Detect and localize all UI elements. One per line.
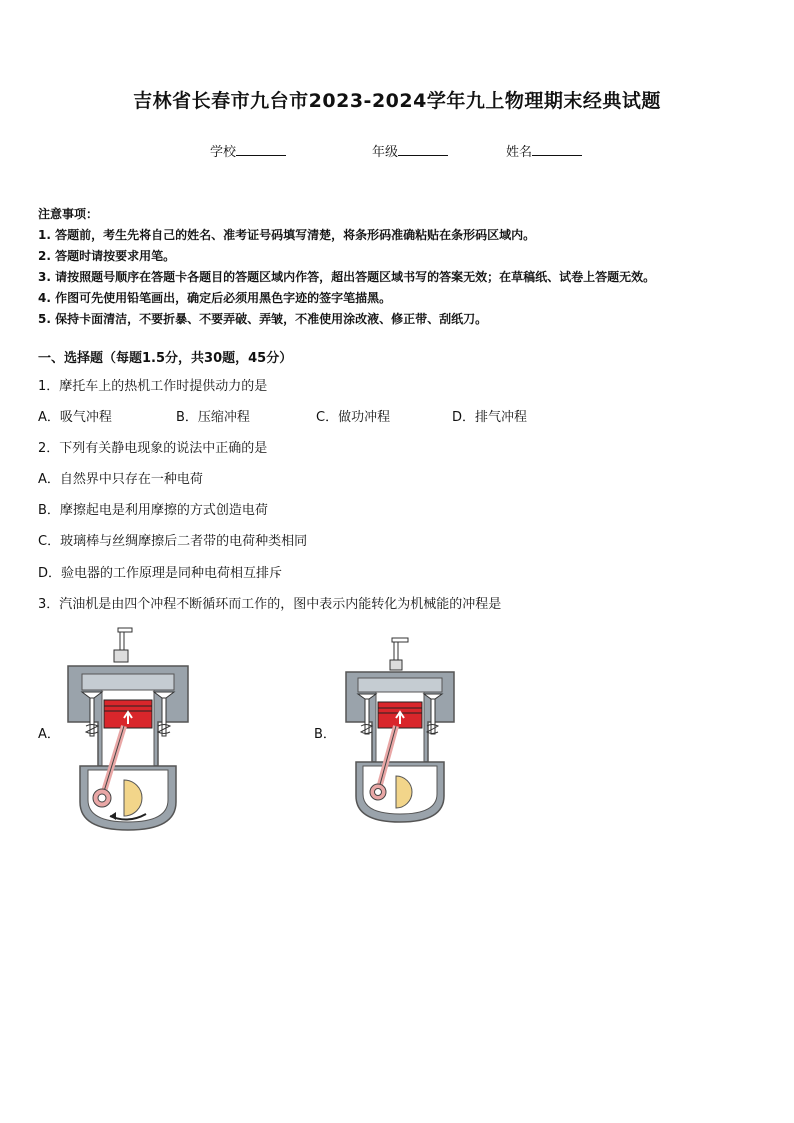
q2-option-c[interactable]: C．玻璃棒与丝绸摩擦后二者带的电荷种类相同	[38, 534, 308, 549]
q3-option-a[interactable]: A．	[38, 727, 60, 742]
grade-field	[372, 141, 448, 160]
question-2-stem: 2．下列有关静电现象的说法中正确的是	[38, 441, 268, 456]
question-3-stem: 3．汽油机是由四个冲程不断循环而工作的，图中表示内能转化为机械能的冲程是	[38, 597, 502, 612]
grade-label: 年级	[372, 145, 399, 160]
note-item: 5. 保持卡面清洁，不要折暴、不要弄破、弄皱，不准使用涂改液、修正带、刮纸刀。	[38, 312, 488, 326]
engine-diagram-a	[62, 626, 194, 832]
q1-option-c[interactable]: C．做功冲程	[316, 410, 391, 425]
q3-option-b[interactable]: B．	[314, 727, 336, 742]
q2-option-b[interactable]: B．摩擦起电是利用摩擦的方式创造电荷	[38, 503, 268, 518]
q1-option-d[interactable]: D．排气冲程	[452, 410, 528, 425]
page-title: 吉林省长春市九台市2023-2024学年九上物理期末经典试题	[133, 90, 661, 112]
notes-heading: 注意事项：	[38, 207, 99, 221]
school-field	[210, 141, 286, 160]
q1-option-a[interactable]: A．吸气冲程	[38, 410, 112, 425]
question-1-stem: 1．摩托车上的热机工作时提供动力的是	[38, 379, 268, 394]
note-item: 1. 答题前，考生先将自己的姓名、准考证号码填写清楚，将条形码准确粘贴在条形码区域内。	[38, 228, 536, 242]
school-blank[interactable]	[236, 143, 286, 156]
q2-option-a[interactable]: A．自然界中只存在一种电荷	[38, 472, 203, 487]
engine-diagram-b	[340, 636, 460, 824]
school-label: 学校	[210, 145, 237, 160]
name-label: 姓名	[506, 145, 533, 160]
name-field	[506, 141, 582, 160]
q1-option-b[interactable]: B．压缩冲程	[176, 410, 250, 425]
grade-blank[interactable]	[398, 143, 448, 156]
section-heading: 一、选择题（每题1.5分，共30题，45分）	[38, 351, 293, 366]
name-blank[interactable]	[532, 143, 582, 156]
note-item: 2. 答题时请按要求用笔。	[38, 249, 176, 263]
note-item: 4. 作图可先使用铅笔画出，确定后必须用黑色字迹的签字笔描黑。	[38, 291, 392, 305]
q2-option-d[interactable]: D．验电器的工作原理是同种电荷相互排斥	[38, 566, 283, 581]
note-item: 3. 请按照题号顺序在答题卡各题目的答题区域内作答，超出答题区域书写的答案无效；在草稿纸、试卷上答题无效。	[38, 270, 656, 284]
notes-block	[38, 204, 655, 330]
